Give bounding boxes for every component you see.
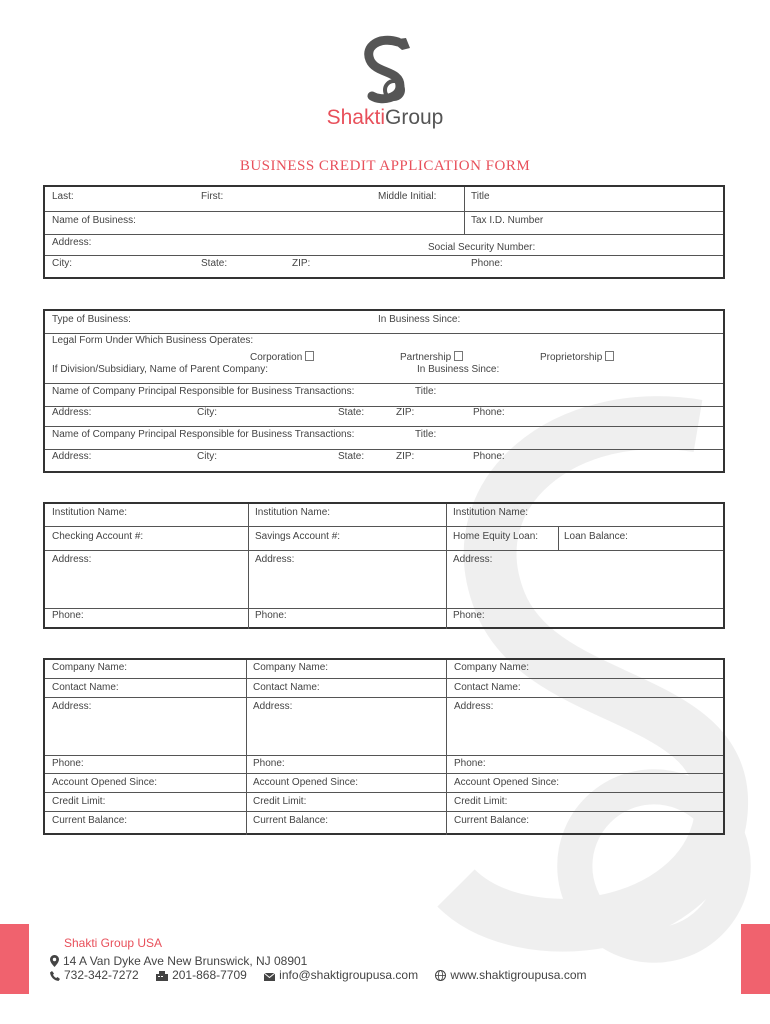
ref-phone-1-field[interactable]: Phone: <box>52 758 84 769</box>
account-opened-1-field[interactable]: Account Opened Since: <box>52 777 158 788</box>
principal-1-title-field[interactable]: Title: <box>415 386 437 397</box>
ref-phone-2-field[interactable]: Phone: <box>253 758 285 769</box>
institution-name-1-field[interactable]: Institution Name: <box>52 507 128 518</box>
checking-account-field[interactable]: Checking Account #: <box>52 531 144 542</box>
principal-1-state-field[interactable]: State: <box>338 407 365 418</box>
account-opened-3-field[interactable]: Account Opened Since: <box>454 777 560 788</box>
checkbox-icon[interactable] <box>305 351 314 361</box>
bank-address-2-field[interactable]: Address: <box>255 554 295 565</box>
address-field[interactable]: Address: <box>52 237 92 248</box>
footer-address-text: 14 A Van Dyke Ave New Brunswick, NJ 08901 <box>63 954 308 968</box>
parent-company-field[interactable]: If Division/Subsidiary, Name of Parent Company: <box>52 364 269 375</box>
credit-limit-2-field[interactable]: Credit Limit: <box>253 796 307 807</box>
principal-2-field[interactable]: Name of Company Principal Responsible for Business Transactions: <box>52 429 355 440</box>
principal-2-state-field[interactable]: State: <box>338 451 365 462</box>
principal-2-city-field[interactable]: City: <box>197 451 217 462</box>
ref-address-3-field[interactable]: Address: <box>454 701 494 712</box>
brand-name-part1: Shakti <box>326 106 385 129</box>
bank-phone-2-field[interactable]: Phone: <box>255 610 287 621</box>
institution-name-2-field[interactable]: Institution Name: <box>255 507 331 518</box>
ref-address-1-field[interactable]: Address: <box>52 701 92 712</box>
credit-limit-1-field[interactable]: Credit Limit: <box>52 796 106 807</box>
brand-name <box>0 106 770 130</box>
principal-2-zip-field[interactable]: ZIP: <box>396 451 415 462</box>
company-name-1-field[interactable]: Company Name: <box>52 662 128 673</box>
savings-account-field[interactable]: Savings Account #: <box>255 531 341 542</box>
legal-form-label: Legal Form Under Which Business Operates: <box>52 335 254 346</box>
ref-address-2-field[interactable]: Address: <box>253 701 293 712</box>
title-field[interactable]: Title <box>471 191 490 202</box>
contact-name-2-field[interactable]: Contact Name: <box>253 682 320 693</box>
credit-limit-3-field[interactable]: Credit Limit: <box>454 796 508 807</box>
middle-initial-field[interactable]: Middle Initial: <box>378 191 437 202</box>
company-name-3-field[interactable]: Company Name: <box>454 662 530 673</box>
logo-icon <box>350 34 420 106</box>
ref-phone-3-field[interactable]: Phone: <box>454 758 486 769</box>
footer-company-name: Shakti Group USA <box>64 936 163 950</box>
bank-address-3-field[interactable]: Address: <box>453 554 493 565</box>
principal-1-zip-field[interactable]: ZIP: <box>396 407 415 418</box>
account-opened-2-field[interactable]: Account Opened Since: <box>253 777 359 788</box>
principal-1-address-field[interactable]: Address: <box>52 407 92 418</box>
phone-field[interactable]: Phone: <box>471 258 503 269</box>
corporation-label: Corporation <box>250 352 303 363</box>
footer-contacts <box>50 968 586 982</box>
bank-phone-3-field[interactable]: Phone: <box>453 610 485 621</box>
loan-balance-field[interactable]: Loan Balance: <box>564 531 628 542</box>
partnership-label: Partnership <box>400 352 452 363</box>
footer-email[interactable]: info@shaktigroupusa.com <box>279 968 419 982</box>
zip-field[interactable]: ZIP: <box>292 258 311 269</box>
left-accent-bar <box>0 924 29 994</box>
proprietorship-checkbox[interactable] <box>540 351 614 363</box>
principal-2-title-field[interactable]: Title: <box>415 429 437 440</box>
fax-icon <box>156 971 168 981</box>
globe-icon <box>435 970 446 981</box>
bank-address-1-field[interactable]: Address: <box>52 554 92 565</box>
contact-name-3-field[interactable]: Contact Name: <box>454 682 521 693</box>
current-balance-1-field[interactable]: Current Balance: <box>52 815 128 826</box>
bank-phone-1-field[interactable]: Phone: <box>52 610 84 621</box>
contact-name-1-field[interactable]: Contact Name: <box>52 682 119 693</box>
form-title: BUSINESS CREDIT APPLICATION FORM <box>239 158 531 174</box>
partnership-checkbox[interactable] <box>400 351 463 363</box>
company-name-2-field[interactable]: Company Name: <box>253 662 329 673</box>
right-accent-bar <box>741 924 770 994</box>
banking-section <box>43 502 725 629</box>
city-field[interactable]: City: <box>52 258 72 269</box>
first-name-field[interactable]: First: <box>201 191 224 202</box>
state-field[interactable]: State: <box>201 258 228 269</box>
phone-icon <box>50 971 60 981</box>
last-name-field[interactable]: Last: <box>52 191 74 202</box>
brand-name-part2: Group <box>385 106 444 129</box>
ssn-field[interactable]: Social Security Number: <box>428 242 536 253</box>
type-of-business-field[interactable]: Type of Business: <box>52 314 131 325</box>
principal-2-phone-field[interactable]: Phone: <box>473 451 505 462</box>
checkbox-icon[interactable] <box>454 351 463 361</box>
tax-id-field[interactable]: Tax I.D. Number <box>471 215 544 226</box>
current-balance-3-field[interactable]: Current Balance: <box>454 815 530 826</box>
principal-1-field[interactable]: Name of Company Principal Responsible for Business Transactions: <box>52 386 355 397</box>
home-equity-loan-field[interactable]: Home Equity Loan: <box>453 531 539 542</box>
principal-1-phone-field[interactable]: Phone: <box>473 407 505 418</box>
checkbox-icon[interactable] <box>605 351 614 361</box>
applicant-section <box>43 185 725 279</box>
corporation-checkbox[interactable] <box>250 351 314 363</box>
in-business-since-field[interactable]: In Business Since: <box>378 314 461 325</box>
footer-website[interactable]: www.shaktigroupusa.com <box>450 968 587 982</box>
email-icon <box>264 973 275 981</box>
principal-2-address-field[interactable]: Address: <box>52 451 92 462</box>
institution-name-3-field[interactable]: Institution Name: <box>453 507 529 518</box>
trade-references-section <box>43 658 725 835</box>
footer-address <box>50 954 307 968</box>
current-balance-2-field[interactable]: Current Balance: <box>253 815 329 826</box>
location-icon <box>50 955 59 967</box>
footer-phone[interactable]: 732-342-7272 <box>64 968 139 982</box>
in-business-since-2-field[interactable]: In Business Since: <box>417 364 500 375</box>
business-name-field[interactable]: Name of Business: <box>52 215 136 226</box>
business-section <box>43 309 725 473</box>
principal-1-city-field[interactable]: City: <box>197 407 217 418</box>
proprietorship-label: Proprietorship <box>540 352 603 363</box>
footer-fax[interactable]: 201-868-7709 <box>172 968 247 982</box>
